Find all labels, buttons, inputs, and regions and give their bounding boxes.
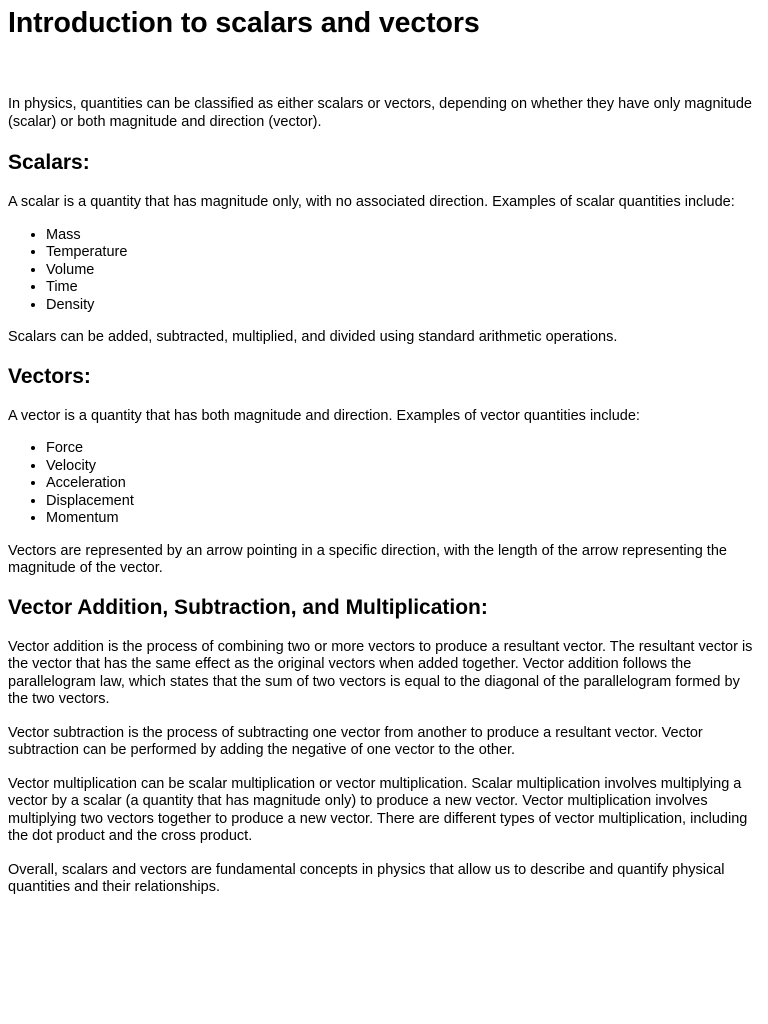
list-item: • Displacement xyxy=(46,493,760,511)
vector-definition: A vector is a quantity that has both magnitude and direction. Examples of vector quantities include: xyxy=(8,407,640,424)
vector-subtraction-paragraph: Vector subtraction is the process of subtracting one vector from another to produce a resultant vector. Vector subtraction can be performed by adding the negative of one vector to the other. xyxy=(8,724,703,758)
vector-examples-list xyxy=(8,440,760,528)
list-item: • Force xyxy=(46,440,760,458)
vector-multiplication-paragraph: Vector multiplication can be scalar multiplication or vector multiplication. Scalar multiplication involves multiplying a vector by a scalar (a quantity that has magnitude only) to produce a new vector. Vector multiplication involves multiplying two vectors together to produce a new vector. There are different types of vector multiplication, including the dot product and the cross product. xyxy=(8,775,748,844)
conclusion-paragraph: Overall, scalars and vectors are fundamental concepts in physics that allow us to describe and quantify physical quantities and their relationships. xyxy=(8,861,725,895)
scalar-examples-list xyxy=(8,227,760,315)
list-item: • Velocity xyxy=(46,458,760,476)
vector-addition-paragraph: Vector addition is the process of combining two or more vectors to produce a resultant vector. The resultant vector is the vector that has the same effect as the original vectors when added together. Vector addition follows the parallelogram law, which states that the sum of two vectors is equal to the diagonal of the parallelogram formed by the two vectors. xyxy=(8,638,753,707)
page-title: Introduction to scalars and vectors xyxy=(8,7,480,39)
list-item: • Volume xyxy=(46,262,760,280)
list-item: • Momentum xyxy=(46,510,760,528)
list-item: • Density xyxy=(46,297,760,315)
list-item: • Temperature xyxy=(46,244,760,262)
scalar-operations-paragraph: Scalars can be added, subtracted, multiplied, and divided using standard arithmetic operations. xyxy=(8,329,618,345)
vector-representation-paragraph: Vectors are represented by an arrow pointing in a specific direction, with the length of the arrow representing the magnitude of the vector. xyxy=(8,542,727,576)
scalars-heading: Scalars: xyxy=(8,151,90,174)
intro-paragraph: In physics, quantities can be classified as either scalars or vectors, depending on whether they have only magnitude (scalar) or both magnitude and direction (vector). xyxy=(8,96,752,130)
scalar-definition: A scalar is a quantity that has magnitude only, with no associated direction. Examples of scalar quantities include: xyxy=(8,194,735,210)
vectors-heading: Vectors: xyxy=(8,364,91,388)
list-item: • Mass xyxy=(46,227,760,245)
list-item: • Time xyxy=(46,279,760,297)
list-item: • Acceleration xyxy=(46,475,760,493)
vector-operations-heading: Vector Addition, Subtraction, and Multiplication: xyxy=(8,595,488,619)
